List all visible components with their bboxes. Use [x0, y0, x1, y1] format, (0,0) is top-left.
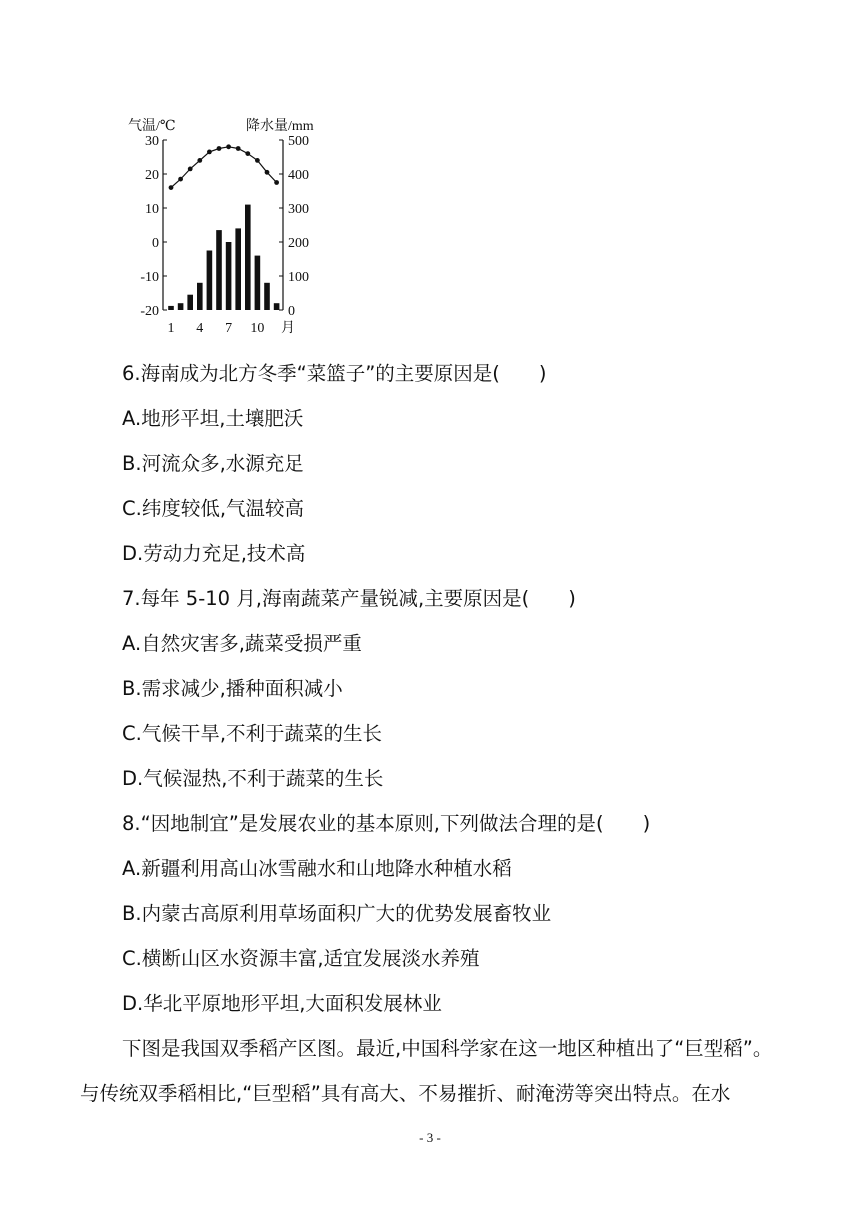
temperature-point: [169, 185, 174, 190]
precip-bar: [235, 228, 241, 310]
precip-bar: [226, 242, 232, 310]
right-axis-label: 降水量/mm: [246, 119, 314, 134]
precip-tick-label: 300: [288, 202, 309, 217]
precip-bar: [245, 205, 251, 310]
temp-tick-label: -20: [140, 304, 159, 319]
question-7-option-d[interactable]: D.气候湿热,不利于蔬菜的生长: [122, 767, 384, 790]
temperature-point: [265, 170, 270, 175]
precip-tick-label: 0: [288, 304, 295, 319]
month-tick-label: 7: [225, 321, 233, 336]
question-8-option-b[interactable]: B.内蒙古高原利用草场面积广大的优势发展畜牧业: [122, 902, 552, 925]
temp-tick-label: 0: [152, 236, 159, 251]
temperature-point: [245, 151, 250, 156]
precip-bar: [168, 306, 174, 310]
question-7-stem: 7.每年 5-10 月,海南蔬菜产量锐减,主要原因是( ): [122, 587, 576, 610]
month-tick-label: 10: [250, 321, 265, 336]
month-tick-label: 1: [167, 321, 175, 336]
precip-tick-label: 200: [288, 236, 309, 251]
question-8-option-c[interactable]: C.横断山区水资源丰富,适宜发展淡水养殖: [122, 947, 480, 970]
precip-bar: [264, 283, 270, 310]
precip-bar: [216, 230, 222, 310]
temp-tick-label: 10: [145, 202, 159, 217]
page-number: - 3 -: [419, 1130, 441, 1145]
question-7-option-a[interactable]: A.自然灾害多,蔬菜受损严重: [122, 632, 362, 655]
question-6-stem: 6.海南成为北方冬季“菜篮子”的主要原因是( ): [122, 362, 547, 385]
temperature-point: [197, 158, 202, 163]
precip-bar: [187, 295, 193, 310]
temperature-point: [274, 180, 279, 185]
temperature-point: [217, 146, 222, 151]
temperature-point: [236, 146, 241, 151]
question-6-option-d[interactable]: D.劳动力充足,技术高: [122, 542, 306, 565]
question-7-option-b[interactable]: B.需求减少,播种面积减小: [122, 677, 343, 700]
precip-bar: [178, 303, 184, 310]
question-6-option-b[interactable]: B.河流众多,水源充足: [122, 452, 304, 475]
left-axis-label: 气温/℃: [128, 119, 176, 134]
question-6-option-a[interactable]: A.地形平坦,土壤肥沃: [122, 407, 304, 430]
paragraph-line-1: 下图是我国双季稻产区图。最近,中国科学家在这一地区种植出了“巨型稻”。: [122, 1037, 773, 1060]
temp-tick-label: 20: [145, 168, 159, 183]
question-8-option-d[interactable]: D.华北平原地形平坦,大面积发展林业: [122, 992, 442, 1015]
month-tick-label: 4: [196, 321, 204, 336]
precip-tick-label: 400: [288, 168, 309, 183]
x-unit-label: 月: [281, 321, 295, 336]
precip-bar: [197, 283, 203, 310]
paragraph-line-2: 与传统双季稻相比,“巨型稻”具有高大、不易摧折、耐淹涝等突出特点。在水: [80, 1082, 731, 1105]
temperature-line: [171, 147, 277, 188]
question-7-option-c[interactable]: C.气候干旱,不利于蔬菜的生长: [122, 722, 383, 745]
question-8-stem: 8.“因地制宜”是发展农业的基本原则,下列做法合理的是( ): [122, 812, 651, 835]
temp-tick-label: 30: [145, 134, 159, 149]
temperature-point: [188, 167, 193, 172]
precip-bar: [274, 303, 280, 310]
question-6-option-c[interactable]: C.纬度较低,气温较高: [122, 497, 305, 520]
precip-tick-label: 500: [288, 134, 309, 149]
climate-chart: [120, 110, 340, 340]
temperature-point: [255, 158, 260, 163]
precip-tick-label: 100: [288, 270, 309, 285]
precip-bar: [207, 251, 213, 311]
question-8-option-a[interactable]: A.新疆利用高山冰雪融水和山地降水种植水稻: [122, 857, 512, 880]
temperature-point: [178, 177, 183, 182]
temp-tick-label: -10: [140, 270, 159, 285]
temperature-point: [207, 150, 212, 155]
temperature-point: [226, 144, 231, 149]
precip-bar: [255, 256, 261, 310]
